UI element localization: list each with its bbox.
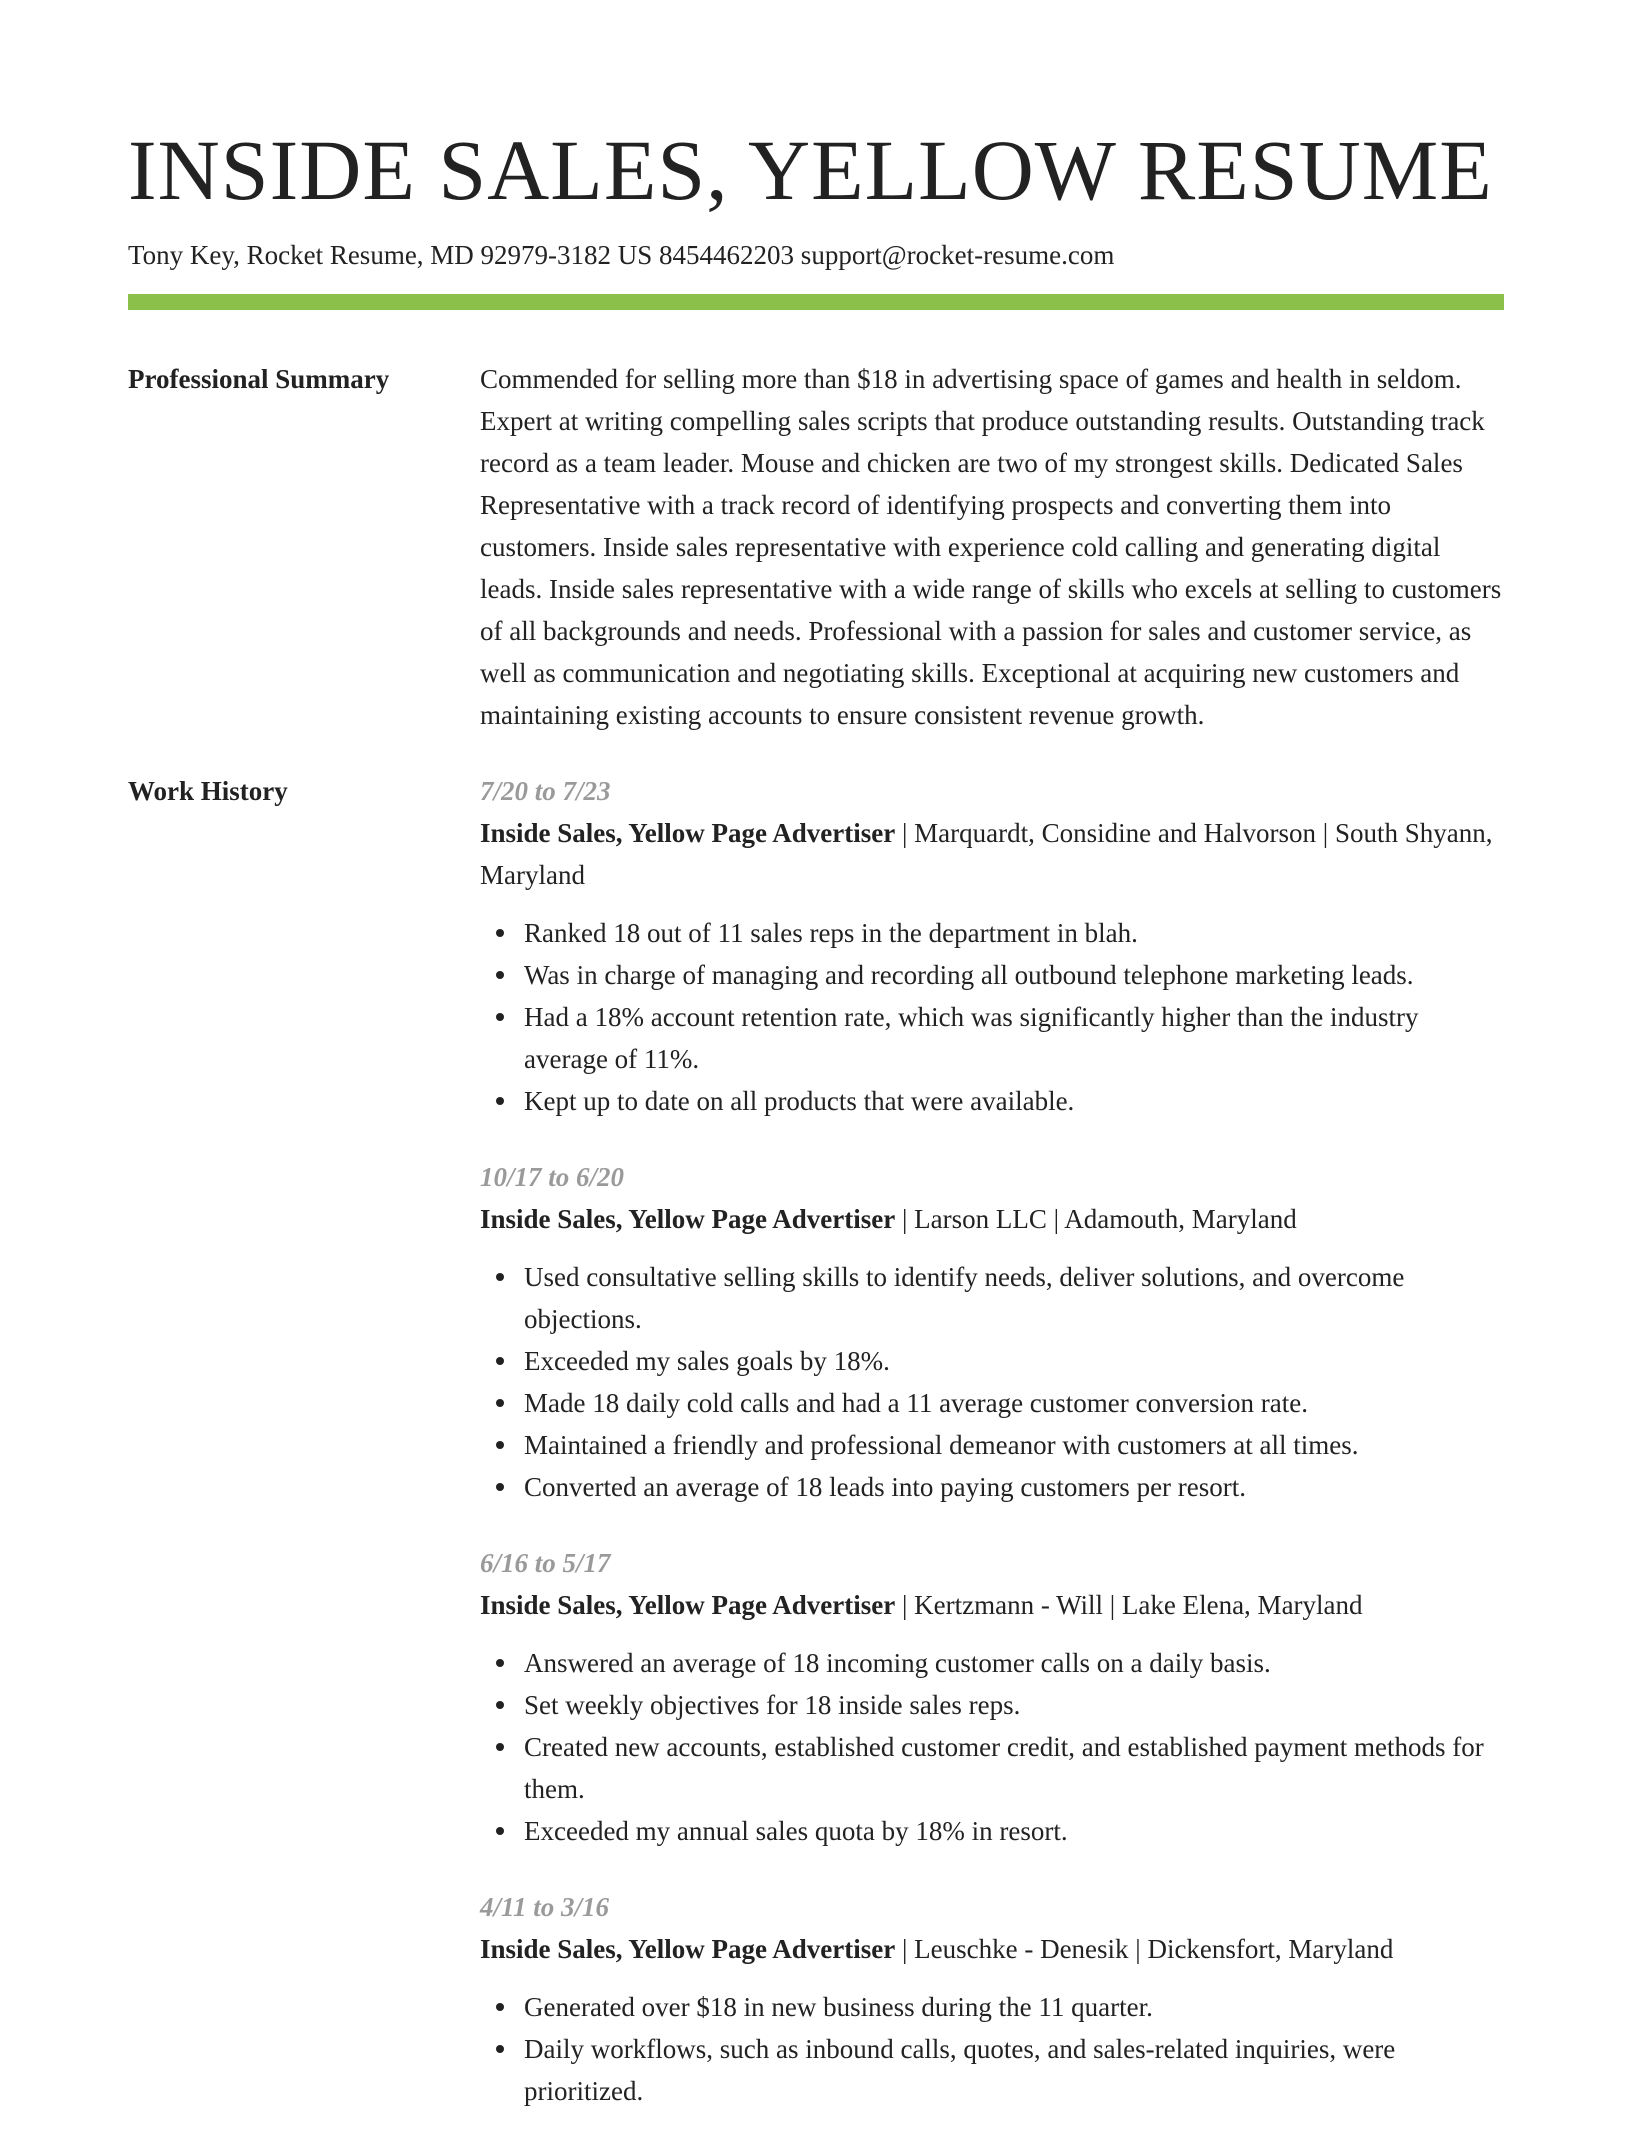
contact-line: Tony Key, Rocket Resume, MD 92979-3182 US 8454462203 support@rocket-resume.com (128, 240, 1115, 270)
job-dates: 7/20 to 7/23 (480, 776, 611, 806)
job-entry (480, 1542, 1504, 1852)
job-bullet: Used consultative selling skills to identify needs, deliver solutions, and overcome objections. (524, 1256, 1504, 1340)
job-details: | Marquardt, Considine and Halvorson | South Shyann, Maryland (480, 818, 1493, 890)
job-bullet: Exceeded my sales goals by 18%. (524, 1340, 1504, 1382)
job-title: Inside Sales, Yellow Page Advertiser (480, 818, 896, 848)
work-history-section (128, 770, 1504, 2146)
job-title: Inside Sales, Yellow Page Advertiser (480, 1204, 896, 1234)
job-title: Inside Sales, Yellow Page Advertiser (480, 1934, 896, 1964)
job-dates: 4/11 to 3/16 (480, 1892, 610, 1922)
job-heading (480, 1928, 1504, 1970)
job-heading (480, 812, 1504, 896)
job-bullet: Generated over $18 in new business during the 11 quarter. (524, 1986, 1504, 2028)
job-bullet: Maintained a friendly and professional demeanor with customers at all times. (524, 1424, 1504, 1466)
job-bullet: Set weekly objectives for 18 inside sales reps. (524, 1684, 1504, 1726)
job-bullets (480, 1642, 1504, 1852)
job-bullet: Made 18 daily cold calls and had a 11 average customer conversion rate. (524, 1382, 1504, 1424)
job-bullets (480, 1986, 1504, 2112)
job-bullets (480, 1256, 1504, 1508)
job-bullets (480, 912, 1504, 1122)
job-bullet: Had a 18% account retention rate, which was significantly higher than the industry average of 11%. (524, 996, 1504, 1080)
job-bullet: Was in charge of managing and recording all outbound telephone marketing leads. (524, 954, 1504, 996)
job-bullet: Daily workflows, such as inbound calls, quotes, and sales-related inquiries, were prioritized. (524, 2028, 1504, 2112)
job-details: | Kertzmann - Will | Lake Elena, Maryland (895, 1590, 1363, 1620)
summary-heading: Professional Summary (128, 364, 390, 394)
summary-body (480, 358, 1504, 736)
job-bullet: Answered an average of 18 incoming customer calls on a daily basis. (524, 1642, 1504, 1684)
job-entry (480, 1156, 1504, 1508)
job-bullet: Created new accounts, established customer credit, and established payment methods for them. (524, 1726, 1504, 1810)
job-bullet: Exceeded my annual sales quota by 18% in resort. (524, 1810, 1504, 1852)
job-entry (480, 770, 1504, 1122)
job-bullet: Kept up to date on all products that were available. (524, 1080, 1504, 1122)
job-dates: 6/16 to 5/17 (480, 1548, 611, 1578)
job-bullet: Converted an average of 18 leads into paying customers per resort. (524, 1466, 1504, 1508)
work-history-body (480, 770, 1504, 2146)
job-heading (480, 1584, 1504, 1626)
job-details: | Larson LLC | Adamouth, Maryland (895, 1204, 1297, 1234)
job-title: Inside Sales, Yellow Page Advertiser (480, 1590, 896, 1620)
summary-text: Commended for selling more than $18 in advertising space of games and health in seldom. Expert at writing compelling sales scripts that produce outstanding results. Outstanding track record as a team leader. Mouse and chicken are two of my strongest skills. Dedicated Sales Representative with a track record of identifying prospects and converting them into customers. Inside sales representative with experience cold calling and generating digital leads. Inside sales representative with a wide range of skills who excels at selling to customers of all backgrounds and needs. Professional with a passion for sales and customer service, as well as communication and negotiating skills. Exceptional at acquiring new customers and maintaining existing accounts to ensure consistent revenue growth. (480, 364, 1502, 730)
resume-title: INSIDE SALES, YELLOW RESUME (128, 122, 1493, 218)
header-divider (128, 294, 1504, 310)
job-entry (480, 1886, 1504, 2112)
job-dates: 10/17 to 6/20 (480, 1162, 625, 1192)
job-details: | Leuschke - Denesik | Dickensfort, Maryland (895, 1934, 1394, 1964)
summary-section (128, 358, 1504, 736)
work-history-heading: Work History (128, 776, 288, 806)
job-bullet: Ranked 18 out of 11 sales reps in the department in blah. (524, 912, 1504, 954)
job-heading (480, 1198, 1504, 1240)
